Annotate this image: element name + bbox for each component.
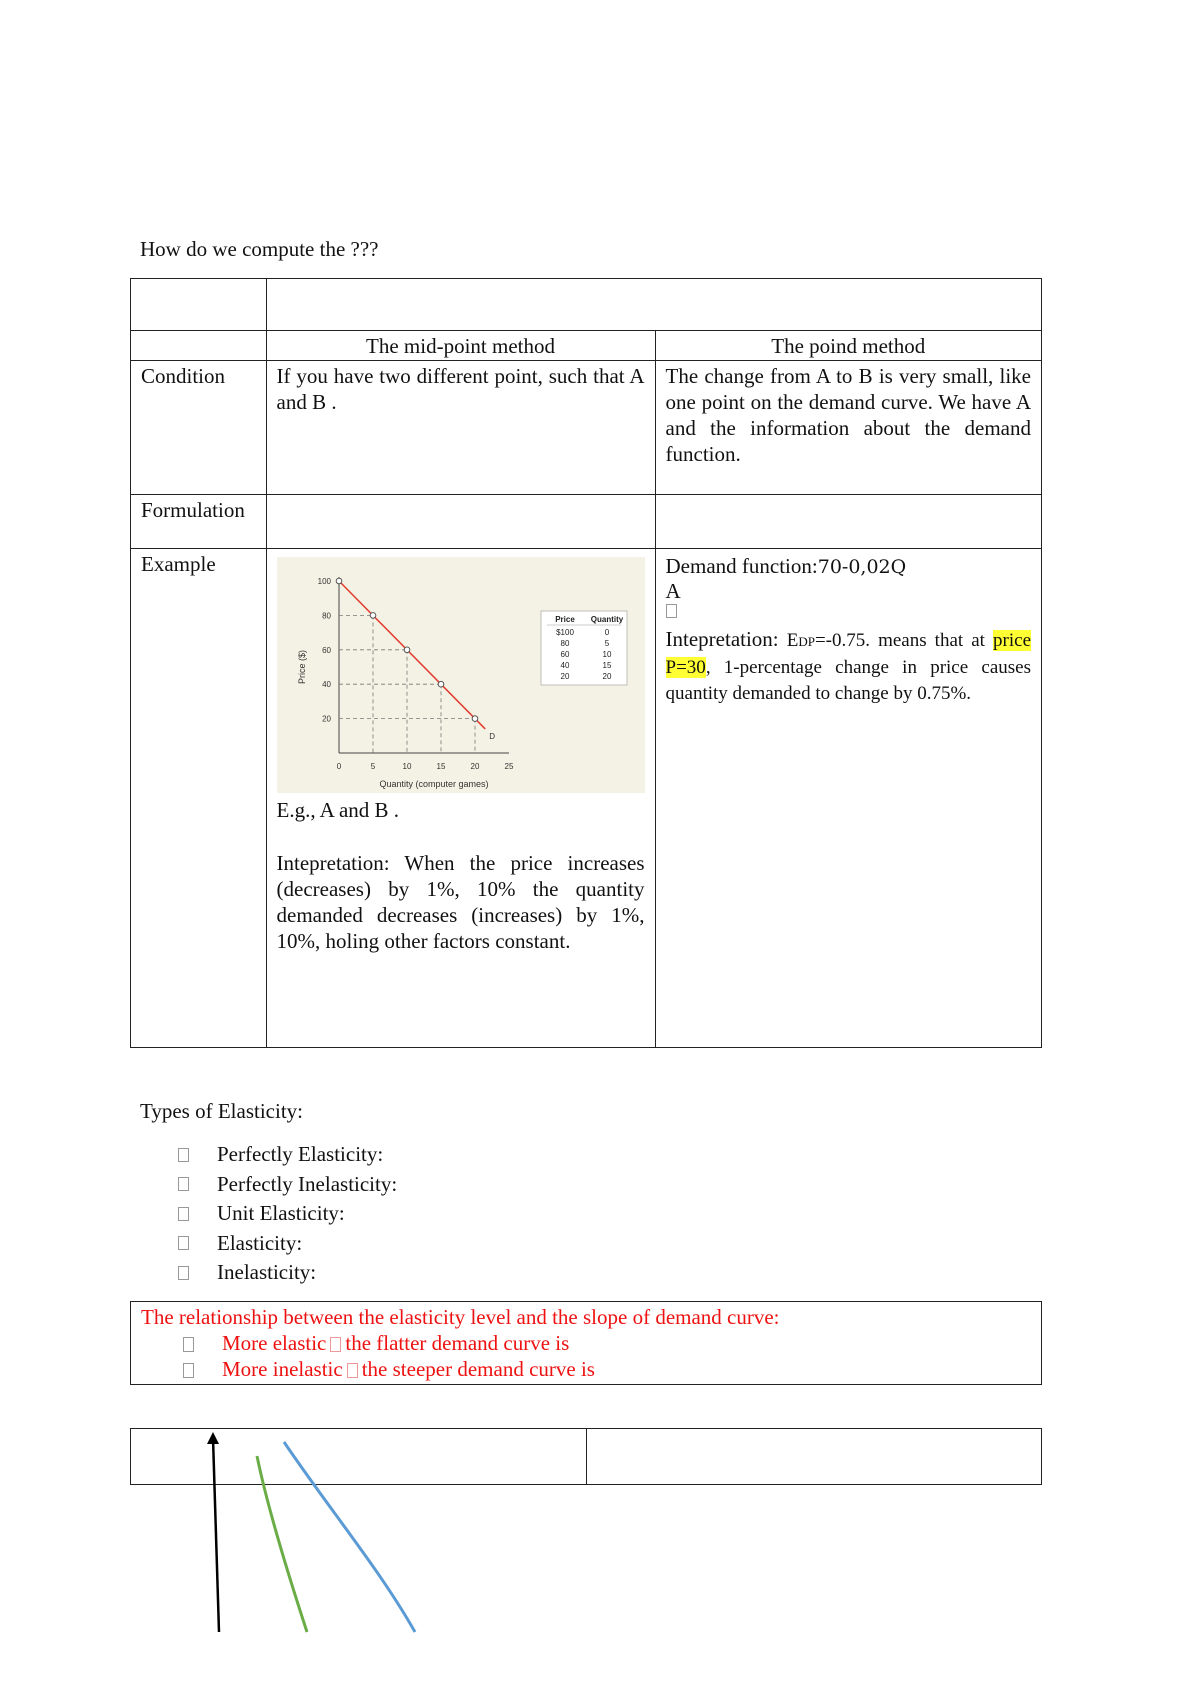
- list-item: Perfectly Inelasticity:: [178, 1170, 397, 1200]
- checkbox-icon: [183, 1363, 194, 1378]
- table-cell: 20: [602, 672, 611, 681]
- checkbox-icon: [178, 1236, 189, 1250]
- y-tick-label: 60: [321, 645, 331, 655]
- x-axis-label: Quantity (computer games): [378, 779, 489, 789]
- interp-e: E: [786, 630, 799, 651]
- table-header: Price: [554, 615, 575, 624]
- list-item: Unit Elasticity:: [178, 1199, 397, 1229]
- hand-drawn-curves: [0, 1420, 1191, 1650]
- list-item: Inelasticity:: [178, 1258, 397, 1288]
- empty-cell: [131, 279, 267, 331]
- types-title: Types of Elasticity:: [140, 1099, 303, 1123]
- table-cell: $100: [555, 628, 574, 637]
- checkbox-icon: [178, 1177, 189, 1191]
- table-cell: 0: [604, 628, 609, 637]
- x-tick-label: 10: [402, 762, 411, 771]
- arrow-head-icon: [207, 1432, 219, 1444]
- data-point: [404, 647, 410, 653]
- list-item: Elasticity:: [178, 1229, 397, 1259]
- checkbox-icon: [178, 1266, 189, 1280]
- condition-mid: If you have two different point, such that A and B .: [266, 361, 655, 495]
- data-point: [370, 613, 376, 619]
- axis-arrow: [213, 1438, 219, 1632]
- list-item: Perfectly Elasticity:: [178, 1140, 397, 1170]
- empty-header-cell: [266, 279, 1041, 331]
- curve-label: D: [488, 731, 495, 741]
- relationship-item: More elastic the flatter demand curve is: [131, 1330, 1041, 1356]
- demand-function-label: Demand function:: [665, 554, 818, 578]
- example-label: Example: [131, 549, 267, 1048]
- checkbox-icon: [178, 1207, 189, 1221]
- relationship-item: More inelastic the steeper demand curve is: [131, 1356, 1041, 1382]
- interp-label: Intepretation:: [665, 627, 779, 651]
- checkbox-icon: [178, 1148, 189, 1162]
- x-tick-label: 0: [336, 762, 341, 771]
- y-tick-label: 20: [321, 714, 331, 724]
- demand-function: 70-0,02Q: [817, 556, 907, 578]
- interp-subscript: DP: [798, 634, 815, 649]
- steep-demand-curve: [257, 1456, 307, 1632]
- condition-point: The change from A to B is very small, like one point on the demand curve. We have A and the information about the demand function.: [655, 361, 1041, 495]
- checkbox-icon: [183, 1337, 194, 1352]
- table-cell: 40: [560, 661, 569, 670]
- point-a: A: [665, 579, 681, 603]
- data-point: [336, 578, 342, 584]
- relationship-box: [130, 1301, 1042, 1385]
- intro-question: How do we compute the ???: [140, 237, 379, 261]
- example-eg: E.g., A and B .: [276, 798, 400, 822]
- flat-demand-curve: [284, 1442, 415, 1632]
- methods-table: [130, 278, 1042, 1048]
- formulation-mid: [266, 495, 655, 549]
- y-tick-label: 80: [321, 611, 331, 621]
- table-cell: 60: [560, 650, 569, 659]
- empty-cell: [131, 331, 267, 361]
- x-tick-label: 25: [504, 762, 513, 771]
- formulation-label: Formulation: [131, 495, 267, 549]
- interp-rest: , 1-percentage change in price causes quantity demanded to change by 0.75%.: [665, 657, 1031, 704]
- data-point: [472, 716, 478, 722]
- placeholder-box-icon: [666, 604, 677, 618]
- formulation-point: [655, 495, 1041, 549]
- header-point: The poind method: [655, 331, 1041, 361]
- y-axis-label: Price ($): [296, 649, 307, 685]
- relationship-title: The relationship between the elasticity level and the slope of demand curve:: [141, 1305, 780, 1329]
- arrow-icon: [330, 1337, 341, 1352]
- types-list: [178, 1140, 397, 1288]
- table-cell: 80: [560, 639, 569, 648]
- data-point: [438, 681, 444, 687]
- table-cell: 20: [560, 672, 569, 681]
- interp-highlight: price P=30: [665, 630, 1032, 678]
- interp-value: =-0.75. means that at: [814, 630, 985, 651]
- y-tick-label: 40: [321, 680, 331, 690]
- arrow-icon: [347, 1363, 358, 1378]
- example-mid: [266, 549, 655, 1048]
- demand-chart: [277, 557, 645, 793]
- table-header: Quantity: [590, 615, 623, 624]
- example-point: [655, 549, 1041, 1048]
- example-interpretation: Intepretation: When the price increases (decreases) by 1%, 10% the quantity demanded decreases (increases) by 1%, 10%, holing other factors constant.: [276, 851, 645, 953]
- x-tick-label: 15: [436, 762, 445, 771]
- x-tick-label: 5: [370, 762, 375, 771]
- condition-label: Condition: [131, 361, 267, 495]
- x-tick-label: 20: [470, 762, 479, 771]
- table-cell: 5: [604, 639, 609, 648]
- point-interpretation: [666, 626, 1031, 707]
- header-mid-point: The mid-point method: [266, 331, 655, 361]
- table-cell: 10: [602, 650, 611, 659]
- y-tick-label: 100: [317, 577, 331, 586]
- table-cell: 15: [602, 661, 611, 670]
